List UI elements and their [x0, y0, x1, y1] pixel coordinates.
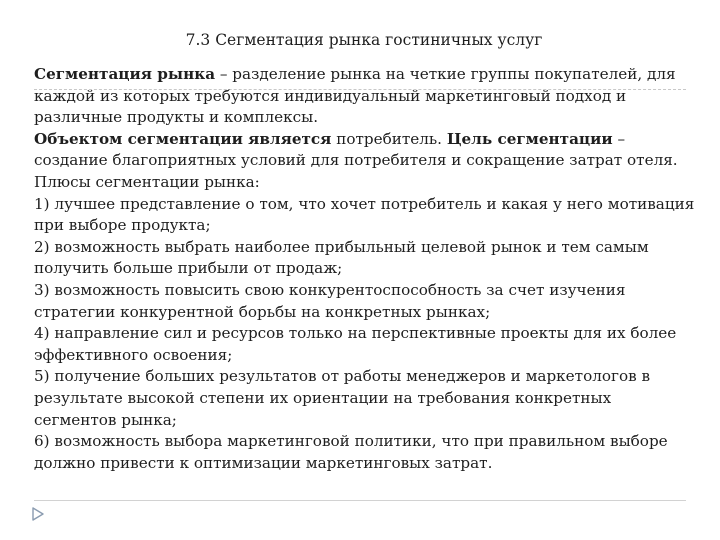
plus-item-4: 4) направление сил и ресурсов только на перспективные проекты для их более эффективного освоения; [34, 324, 677, 364]
definition-term: Сегментация рынка [34, 65, 216, 83]
object-label: Объектом сегментации является [34, 129, 332, 148]
object-paragraph [34, 129, 696, 172]
bottom-divider [34, 500, 686, 501]
definition-paragraph [34, 64, 696, 129]
slide-body [34, 64, 696, 474]
goal-label: Цель сегментации [446, 129, 613, 148]
goal-text: – создание благоприятных условий для потребителя и сокращение затрат отеля. [34, 129, 678, 170]
triangle-arrow-icon[interactable] [30, 506, 46, 522]
definition-text: – разделение рынка на четкие группы покупателей, для каждой из которых требуются индивидуальный маркетинговый подход и различные продукты и комплексы. [34, 65, 676, 127]
slide-title: 7.3 Сегментация рынка гостиничных услуг [185, 31, 543, 49]
plus-item-5: 5) получение больших результатов от работы менеджеров и маркетологов в результате высокой степени их ориентации на требования конкретных сегментов рынка; [34, 367, 651, 429]
pluses-heading: Плюсы сегментации рынка: [34, 172, 260, 191]
object-text: потребитель. [331, 129, 447, 148]
plus-item-6: 6) возможность выбора маркетинговой политики, что при правильном выборе должно привести к оптимизации маркетинговых затрат. [34, 432, 668, 472]
plus-item-1: 1) лучшее представление о том, что хочет потребитель и какая у него мотивация при выборе продукта; [34, 194, 695, 235]
plus-item-2: 2) возможность выбрать наиболее прибыльный целевой рынок и тем самым получить больше прибыли от продаж; [34, 237, 649, 278]
plus-item-3: 3) возможность повысить свою конкурентоспособность за счет изучения стратегии конкурентной борьбы на конкретных рынках; [34, 280, 626, 321]
